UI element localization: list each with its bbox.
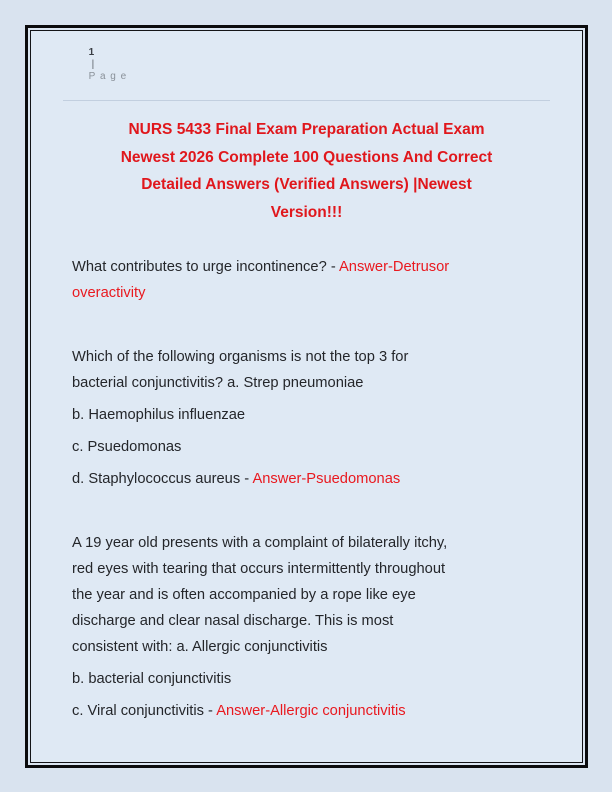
title-line: Version!!! <box>270 203 343 221</box>
text-line <box>72 556 541 582</box>
text-line <box>72 254 541 280</box>
question-text: red eyes with tearing that occurs intermittently throughout <box>72 561 446 577</box>
paragraph <box>72 254 541 306</box>
page-number: 1 <box>88 47 95 58</box>
text-line <box>72 530 541 556</box>
text-line <box>72 582 541 608</box>
question-text: b. Haemophilus influenzae <box>72 407 246 423</box>
text-line <box>72 344 541 370</box>
document-title <box>72 116 541 226</box>
paragraph <box>72 698 541 724</box>
answer-text: Answer-Allergic conjunctivitis <box>216 703 406 719</box>
text-line <box>72 434 541 460</box>
paragraph <box>72 434 541 460</box>
question-text: c. Psuedomonas <box>72 439 182 455</box>
page-header <box>63 35 550 101</box>
paragraph <box>72 666 541 692</box>
page-header-divider: | <box>91 59 95 70</box>
title-line: Detailed Answers (Verified Answers) |Newest <box>141 176 472 193</box>
text-line <box>72 402 541 428</box>
question-text: b. bacterial conjunctivitis <box>72 671 232 687</box>
text-line <box>72 698 541 724</box>
document-page <box>30 30 583 763</box>
text-line <box>72 370 541 396</box>
paragraph <box>72 402 541 428</box>
question-text: What contributes to urge incontinence? - <box>72 259 339 275</box>
question-text: Which of the following organisms is not the top 3 for <box>72 349 409 365</box>
text-line <box>72 634 541 660</box>
text-line <box>72 466 541 492</box>
page-border-frame <box>25 25 588 768</box>
answer-text: Answer-Detrusor <box>338 259 450 275</box>
page-header-label: P a g e <box>88 71 128 82</box>
paragraph <box>72 344 541 396</box>
paragraph-spacer <box>72 312 541 338</box>
paragraph <box>72 530 541 660</box>
question-text: the year and is often accompanied by a rope like eye <box>72 587 416 603</box>
document-body <box>72 254 541 724</box>
title-line: Newest 2026 Complete 100 Questions And Correct <box>120 148 493 166</box>
text-line <box>72 666 541 692</box>
question-text: consistent with: a. Allergic conjunctivitis <box>72 639 328 655</box>
question-text: c. Viral conjunctivitis - <box>72 703 217 719</box>
answer-text: Answer-Psuedomonas <box>252 471 401 487</box>
question-text: bacterial conjunctivitis? a. Strep pneumoniae <box>72 375 364 391</box>
question-text: discharge and clear nasal discharge. This is most <box>72 613 394 629</box>
text-line <box>72 608 541 634</box>
answer-text: overactivity <box>72 285 146 301</box>
question-text: d. Staphylococcus aureus - <box>72 471 253 487</box>
question-text: A 19 year old presents with a complaint of bilaterally itchy, <box>72 535 448 551</box>
paragraph <box>72 466 541 492</box>
paragraph-spacer <box>72 498 541 524</box>
text-line <box>72 280 541 306</box>
title-line: NURS 5433 Final Exam Preparation Actual Exam <box>128 121 485 138</box>
